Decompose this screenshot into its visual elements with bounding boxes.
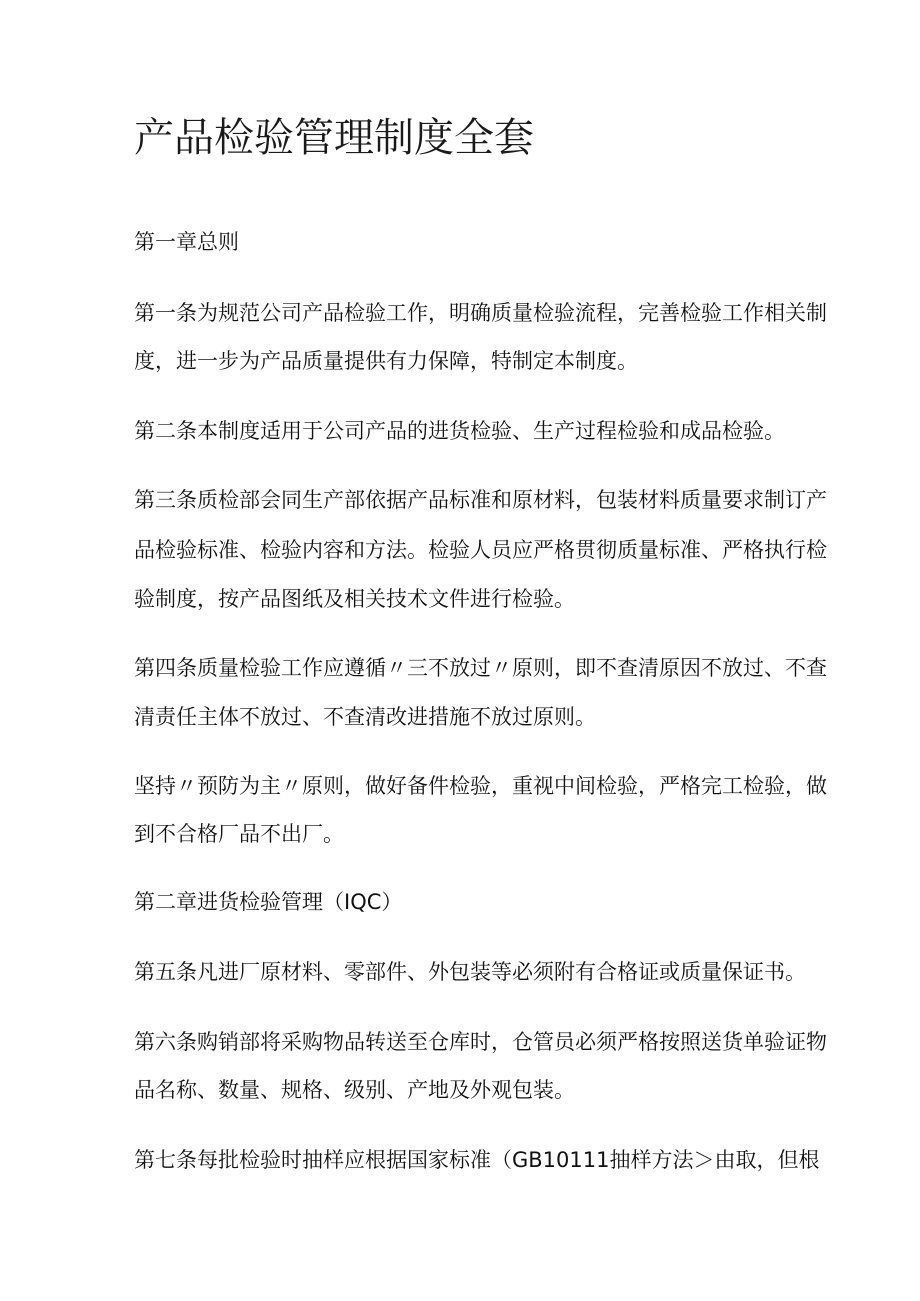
article-6-line-2: 品名称、数量、规格、级别、产地及外观包装。 (134, 1078, 575, 1102)
article-1-line-2: 度，进一步为产品质量提供有力保障，特制定本制度。 (134, 349, 638, 373)
chapter-2-heading: 第二章进货检验管理（IQC） (134, 890, 403, 914)
document-title: 产品检验管理制度全套 (134, 115, 534, 161)
prevention-line-2: 到不合格厂品不出厂。 (134, 822, 344, 846)
article-3-line-1: 第三条质检部会同生产部依据产品标准和原材料，包装材料质量要求制订产 (134, 488, 827, 512)
prevention-line-1: 坚持〃预防为主〃原则，做好备件检验，重视中间检验，严格完工检验，做 (134, 774, 827, 798)
article-1-line-1: 第一条为规范公司产品检验工作，明确质量检验流程，完善检验工作相关制 (134, 301, 827, 325)
chapter-1-heading: 第一章总则 (134, 230, 239, 254)
article-4-line-2: 清责任主体不放过、不查清改进措施不放过原则。 (134, 705, 596, 729)
article-2-line-1: 第二条本制度适用于公司产品的进货检验、生产过程检验和成品检验。 (134, 419, 785, 443)
article-3-line-2: 品检验标准、检验内容和方法。检验人员应严格贯彻质量标准、严格执行检 (134, 538, 827, 562)
article-6-line-1: 第六条购销部将采购物品转送至仓库时，仓管员必须严格按照送货单验证物 (134, 1030, 827, 1054)
article-7-line-1: 第七条每批检验时抽样应根据国家标准（GB10111抽样方法＞由取，但根 (134, 1148, 820, 1172)
article-4-line-1: 第四条质量检验工作应遵循〃三不放过〃原则，即不查清原因不放过、不查 (134, 656, 827, 680)
article-5-line-1: 第五条凡进厂原材料、零部件、外包装等必须附有合格证或质量保证书。 (134, 960, 806, 984)
article-3-line-3: 验制度，按产品图纸及相关技术文件进行检验。 (134, 587, 575, 611)
